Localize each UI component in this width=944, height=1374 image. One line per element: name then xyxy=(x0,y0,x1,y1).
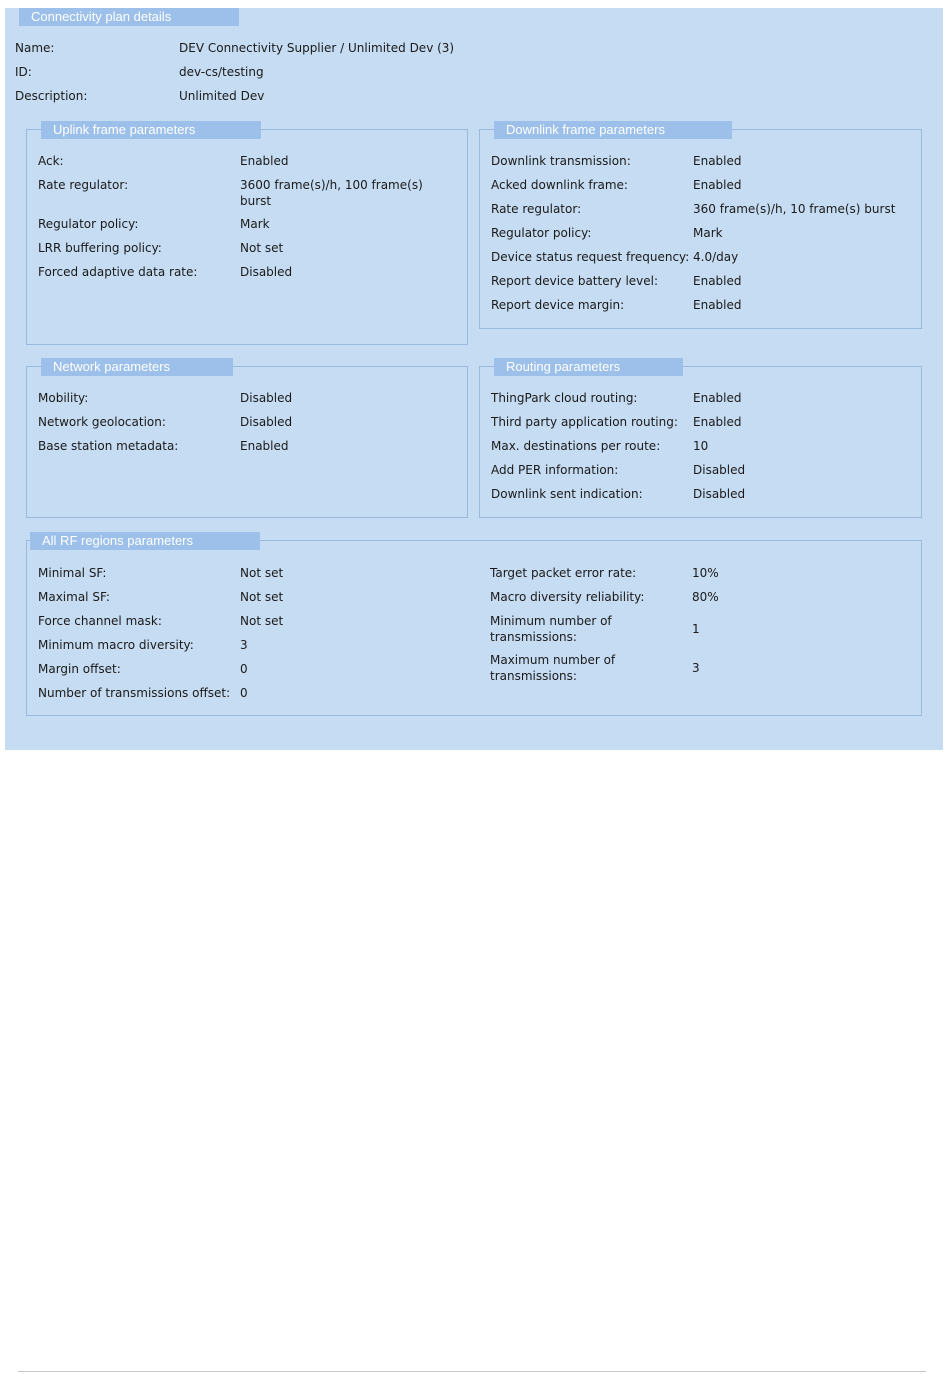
param-value: 4.0/day xyxy=(693,250,739,264)
param-label: Rate regulator: xyxy=(38,178,129,192)
connectivity-plan-panel xyxy=(5,8,943,750)
network-title: Network parameters xyxy=(41,358,233,376)
param-value: 0 xyxy=(240,662,248,676)
param-label: Downlink transmission: xyxy=(491,154,631,168)
param-value: Not set xyxy=(240,241,284,255)
param-value: 360 frame(s)/h, 10 frame(s) burst xyxy=(693,202,896,216)
param-value: 10% xyxy=(692,566,719,580)
param-label: Maximal SF: xyxy=(38,590,110,604)
param-label: Target packet error rate: xyxy=(490,566,637,580)
field-label: ID: xyxy=(15,65,32,79)
param-label: Margin offset: xyxy=(38,662,121,676)
field-label: Description: xyxy=(15,89,88,103)
field-value: DEV Connectivity Supplier / Unlimited Dev (3) xyxy=(179,41,455,55)
param-label: Regulator policy: xyxy=(491,226,592,240)
param-label: Force channel mask: xyxy=(38,614,162,628)
param-value: Disabled xyxy=(240,415,293,429)
param-label: Report device margin: xyxy=(491,298,625,312)
param-value: Enabled xyxy=(693,178,742,192)
param-label: Base station metadata: xyxy=(38,439,179,453)
param-value: Enabled xyxy=(693,154,742,168)
param-label: Add PER information: xyxy=(491,463,619,477)
panel-title: Connectivity plan details xyxy=(19,8,239,26)
param-label: Minimum macro diversity: xyxy=(38,638,194,652)
param-value: Disabled xyxy=(240,265,293,279)
param-value: 0 xyxy=(240,686,248,700)
param-value: Disabled xyxy=(693,487,746,501)
param-label: Max. destinations per route: xyxy=(491,439,661,453)
param-value: Enabled xyxy=(693,391,742,405)
param-label: Acked downlink frame: xyxy=(491,178,628,192)
param-value: 3 xyxy=(240,638,248,652)
param-value: Not set xyxy=(240,590,284,604)
param-label: Forced adaptive data rate: xyxy=(38,265,198,279)
param-label: Minimum number of transmissions: xyxy=(490,614,612,644)
param-label: Mobility: xyxy=(38,391,89,405)
param-label: Minimal SF: xyxy=(38,566,107,580)
param-value: Disabled xyxy=(240,391,293,405)
param-label: ThingPark cloud routing: xyxy=(491,391,638,405)
footer-divider xyxy=(18,1371,926,1372)
param-value: 3600 frame(s)/h, 100 frame(s) burst xyxy=(240,178,423,208)
param-label: Device status request frequency: xyxy=(491,250,690,264)
param-value: Not set xyxy=(240,566,284,580)
param-value: Disabled xyxy=(693,463,746,477)
param-value: 1 xyxy=(692,622,700,636)
param-value: 80% xyxy=(692,590,719,604)
param-label: Network geolocation: xyxy=(38,415,166,429)
param-value: Enabled xyxy=(693,298,742,312)
param-label: Number of transmissions offset: xyxy=(38,686,231,700)
param-label: Third party application routing: xyxy=(491,415,678,429)
param-value: Enabled xyxy=(240,154,289,168)
param-label: Report device battery level: xyxy=(491,274,659,288)
param-value: Enabled xyxy=(693,274,742,288)
param-label: Regulator policy: xyxy=(38,217,139,231)
uplink-title: Uplink frame parameters xyxy=(41,121,261,139)
param-label: LRR buffering policy: xyxy=(38,241,162,255)
param-value: Mark xyxy=(693,226,723,240)
param-value: Mark xyxy=(240,217,270,231)
param-value: Not set xyxy=(240,614,284,628)
field-value: Unlimited Dev xyxy=(179,89,265,103)
downlink-title: Downlink frame parameters xyxy=(494,121,732,139)
param-label: Macro diversity reliability: xyxy=(490,590,645,604)
routing-title: Routing parameters xyxy=(494,358,683,376)
param-label: Downlink sent indication: xyxy=(491,487,643,501)
param-value: Enabled xyxy=(693,415,742,429)
param-value: 10 xyxy=(693,439,709,453)
param-value: Enabled xyxy=(240,439,289,453)
param-label: Rate regulator: xyxy=(491,202,582,216)
param-label: Maximum number of transmissions: xyxy=(490,653,616,683)
field-label: Name: xyxy=(15,41,55,55)
field-value: dev-cs/testing xyxy=(179,65,264,79)
param-value: 3 xyxy=(692,661,700,675)
rf-regions-title: All RF regions parameters xyxy=(30,532,260,550)
param-label: Ack: xyxy=(38,154,64,168)
